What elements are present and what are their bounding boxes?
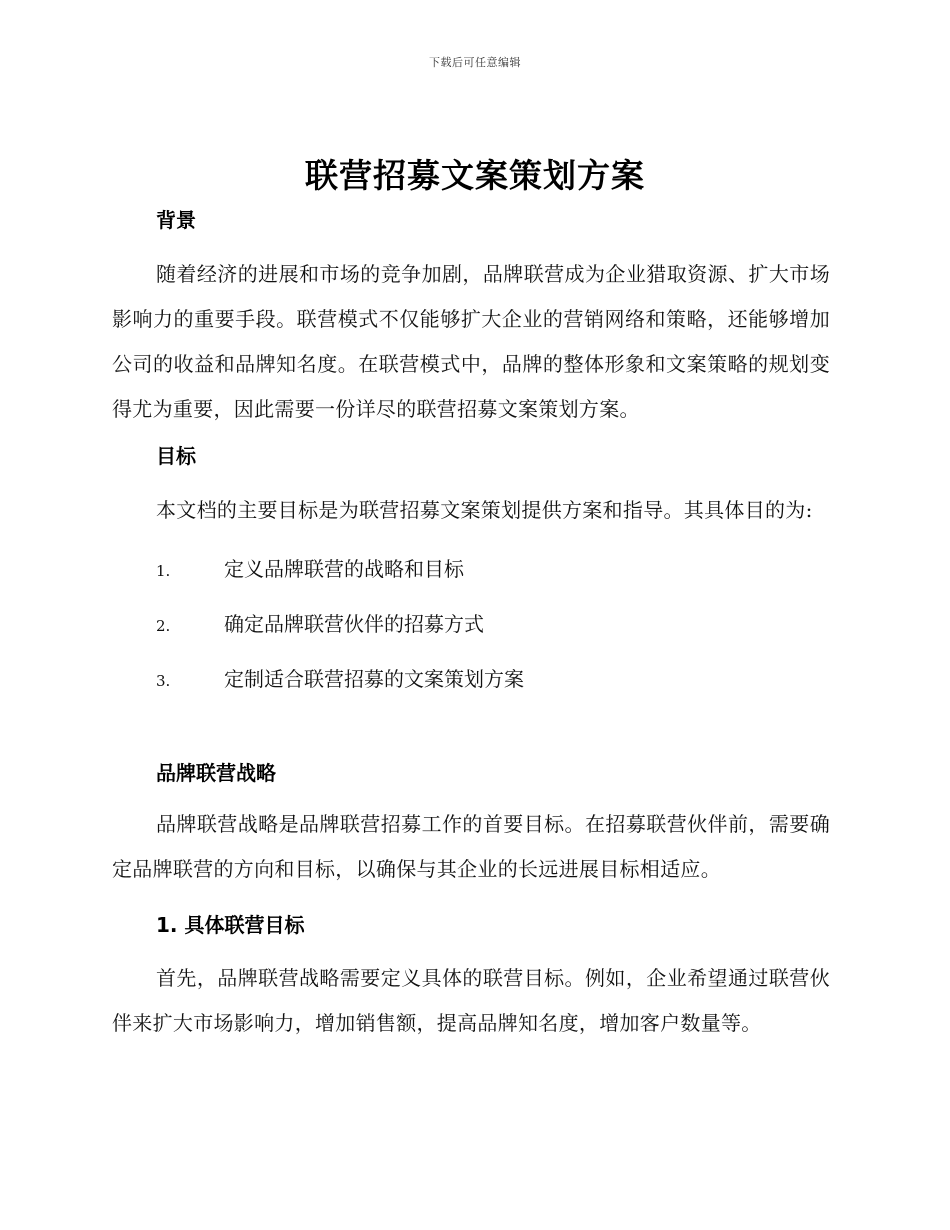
list-item-number: 1. [156, 562, 171, 580]
section-heading-background: 背景 [156, 208, 196, 232]
header-note: 下载后可任意编辑 [429, 56, 521, 69]
goal-list [112, 542, 830, 707]
section-heading-goal: 目标 [156, 444, 196, 468]
list-item [112, 542, 830, 597]
list-item-text: 定义品牌联营的战略和目标 [224, 557, 464, 581]
section-strategy [112, 753, 830, 892]
section-goal [112, 436, 830, 707]
document-title: 联营招募文案策划方案 [305, 156, 645, 195]
list-item-number: 3. [156, 672, 171, 690]
list-item-number: 2. [156, 617, 171, 635]
strategy-paragraph: 品牌联营战略是品牌联营招募工作的首要目标。在招募联营伙伴前，需要确定品牌联营的方向和目标，以确保与其企业的长远进展目标相适应。 [112, 812, 830, 881]
background-paragraph: 随着经济的进展和市场的竞争加剧，品牌联营成为企业猎取资源、扩大市场影响力的重要手段。联营模式不仅能够扩大企业的营销网络和策略，还能够增加公司的收益和品牌知名度。在联营模式中，品牌的整体形象和文案策略的规划变得尤为重要，因此需要一份详尽的联营招募文案策划方案。 [112, 262, 830, 421]
section-background [112, 200, 830, 432]
goal-paragraph: 本文档的主要目标是为联营招募文案策划提供方案和指导。其具体目的为: [156, 498, 813, 522]
section-heading-strategy: 品牌联营战略 [156, 761, 276, 785]
list-item-text: 确定品牌联营伙伴的招募方式 [224, 612, 484, 636]
list-item-text: 定制适合联营招募的文案策划方案 [224, 667, 524, 691]
list-item [112, 652, 830, 707]
section-specific-goal [112, 905, 830, 1046]
list-item [112, 597, 830, 652]
section-heading-specific-goal: 1. 具体联营目标 [156, 913, 305, 937]
specific-goal-paragraph: 首先，品牌联营战略需要定义具体的联营目标。例如，企业希望通过联营伙伴来扩大市场影响力，增加销售额，提高品牌知名度，增加客户数量等。 [112, 966, 830, 1035]
